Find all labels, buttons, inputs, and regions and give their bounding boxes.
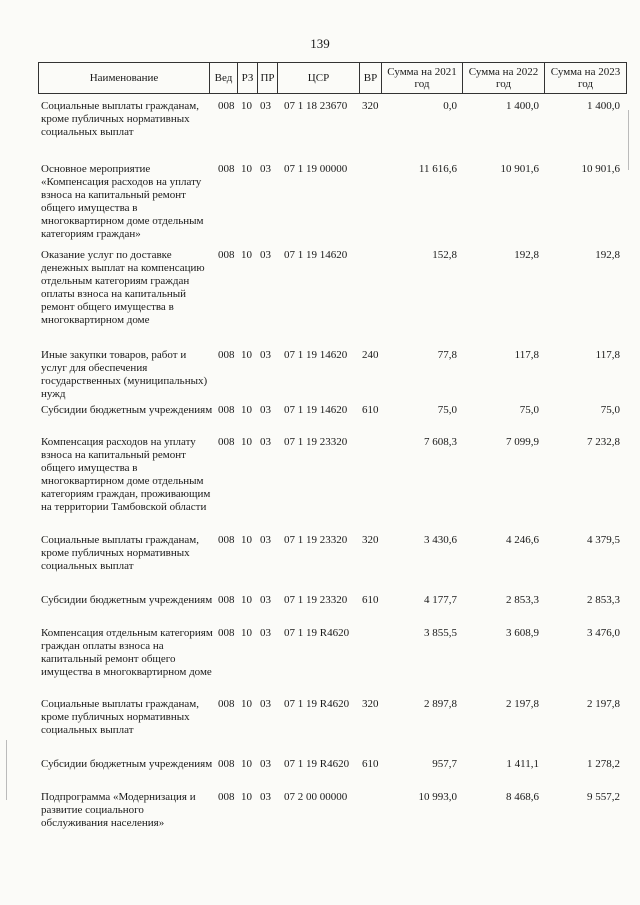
row-pr: 03 [260,100,271,112]
row-sum-2023: 1 400,0 [587,100,620,112]
row-name: Социальные выплаты гражданам, кроме публичных нормативных социальных выплат [41,100,199,138]
row-sum-2023: 1 278,2 [587,758,620,770]
row-rz: 10 [241,698,252,710]
row-ved: 008 [218,249,235,261]
row-pr: 03 [260,791,271,803]
row-pr: 03 [260,758,271,770]
row-vr: 610 [362,758,379,770]
row-name: Компенсация отдельным категориям граждан оплаты взноса на капитальный ремонт общего имущества в многоквартирном доме [41,627,213,678]
header-pr: ПР [257,63,277,93]
row-sum-2021: 0,0 [443,100,457,112]
row-name: Подпрограмма «Модернизация и развитие социального обслуживания населения» [41,791,196,829]
row-name: Компенсация расходов на уплату взноса на капитальный ремонт общего имущества в многоквартирном доме отдельным категориям граждан, проживающим на территории Тамбовской области [41,436,211,513]
row-sum-2022: 117,8 [514,349,539,361]
row-name: Социальные выплаты гражданам, кроме публичных нормативных социальных выплат [41,698,199,736]
row-sum-2023: 192,8 [595,249,620,261]
row-csr: 07 1 19 R4620 [284,698,350,710]
row-name: Иные закупки товаров, работ и услуг для обеспечения государственных (муниципальных) нужд [41,349,208,400]
row-sum-2021: 10 993,0 [418,791,457,803]
row-rz: 10 [241,249,252,261]
row-csr: 07 1 19 14620 [284,249,348,261]
row-vr: 610 [362,404,379,416]
row-name: Субсидии бюджетным учреждениям [41,404,213,416]
header-rz: РЗ [237,63,257,93]
row-sum-2021: 7 608,3 [424,436,457,448]
row-sum-2023: 2 853,3 [587,594,620,606]
row-rz: 10 [241,349,252,361]
row-sum-2023: 3 476,0 [587,627,620,639]
row-sum-2023: 117,8 [595,349,620,361]
row-ved: 008 [218,100,235,112]
scan-artifact-right [628,110,629,170]
row-ved: 008 [218,436,235,448]
table-header [38,62,627,94]
row-sum-2022: 8 468,6 [506,791,539,803]
row-sum-2022: 4 246,6 [506,534,539,546]
row-pr: 03 [260,404,271,416]
page-number: 139 [310,36,330,51]
row-sum-2022: 192,8 [514,249,539,261]
row-pr: 03 [260,349,271,361]
header-name: Наименование [89,72,159,84]
row-sum-2022: 3 608,9 [506,627,539,639]
row-name: Социальные выплаты гражданам, кроме публичных нормативных социальных выплат [41,534,199,572]
row-sum-2021: 3 430,6 [424,534,457,546]
row-sum-2022: 7 099,9 [506,436,539,448]
row-name: Субсидии бюджетным учреждениям [41,758,213,770]
row-pr: 03 [260,534,271,546]
row-ved: 008 [218,698,235,710]
row-vr: 320 [362,100,379,112]
row-sum-2022: 2 197,8 [506,698,539,710]
row-vr: 610 [362,594,379,606]
row-sum-2023: 4 379,5 [587,534,620,546]
row-rz: 10 [241,436,252,448]
header-vr: ВР [359,63,381,93]
header-sum-2022: Сумма на 2022 год [462,63,544,93]
row-ved: 008 [218,758,235,770]
row-rz: 10 [241,627,252,639]
row-sum-2021: 4 177,7 [424,594,457,606]
row-sum-2023: 2 197,8 [587,698,620,710]
row-rz: 10 [241,758,252,770]
row-rz: 10 [241,594,252,606]
header-sum-2023: Сумма на 2023 год [544,63,626,93]
row-sum-2021: 2 897,8 [424,698,457,710]
row-name: Основное мероприятие «Компенсация расходов на уплату взноса на капитальный ремонт общего имущества в многоквартирном доме отдельным категориям граждан» [41,163,204,240]
row-sum-2021: 3 855,5 [424,627,457,639]
row-sum-2022: 1 411,1 [506,758,539,770]
row-csr: 07 2 00 00000 [284,791,348,803]
row-ved: 008 [218,627,235,639]
header-sum-2021: Сумма на 2021 год [381,63,462,93]
row-sum-2021: 152,8 [432,249,457,261]
row-pr: 03 [260,249,271,261]
row-pr: 03 [260,594,271,606]
row-rz: 10 [241,100,252,112]
row-csr: 07 1 19 00000 [284,163,348,175]
row-ved: 008 [218,594,235,606]
row-vr: 320 [362,534,379,546]
row-csr: 07 1 19 23320 [284,436,348,448]
row-sum-2023: 7 232,8 [587,436,620,448]
row-sum-2022: 75,0 [519,404,539,416]
scan-artifact-left [6,740,7,800]
row-csr: 07 1 19 R4620 [284,627,350,639]
row-sum-2023: 75,0 [600,404,620,416]
row-csr: 07 1 18 23670 [284,100,348,112]
row-rz: 10 [241,534,252,546]
row-pr: 03 [260,698,271,710]
row-ved: 008 [218,534,235,546]
row-sum-2021: 957,7 [432,758,457,770]
row-pr: 03 [260,436,271,448]
row-sum-2021: 11 616,6 [418,163,457,175]
row-name: Субсидии бюджетным учреждениям [41,594,213,606]
row-sum-2021: 75,0 [437,404,457,416]
row-ved: 008 [218,349,235,361]
row-sum-2022: 2 853,3 [506,594,539,606]
row-name: Оказание услуг по доставке денежных выплат на компенсацию отдельным категориям граждан оплаты взноса на капитальный ремонт общего имущества в многоквартирном доме [41,249,205,326]
row-csr: 07 1 19 23320 [284,534,348,546]
row-pr: 03 [260,627,271,639]
row-sum-2022: 10 901,6 [500,163,539,175]
row-rz: 10 [241,404,252,416]
row-sum-2022: 1 400,0 [506,100,539,112]
row-sum-2023: 9 557,2 [587,791,620,803]
row-sum-2021: 77,8 [437,349,457,361]
row-csr: 07 1 19 14620 [284,349,348,361]
row-ved: 008 [218,163,235,175]
row-sum-2023: 10 901,6 [581,163,620,175]
row-csr: 07 1 19 R4620 [284,758,350,770]
row-ved: 008 [218,404,235,416]
row-vr: 240 [362,349,379,361]
row-csr: 07 1 19 23320 [284,594,348,606]
header-ved: Вед [209,63,237,93]
row-pr: 03 [260,163,271,175]
row-csr: 07 1 19 14620 [284,404,348,416]
row-rz: 10 [241,791,252,803]
row-vr: 320 [362,698,379,710]
row-ved: 008 [218,791,235,803]
row-rz: 10 [241,163,252,175]
header-csr: ЦСР [277,63,359,93]
